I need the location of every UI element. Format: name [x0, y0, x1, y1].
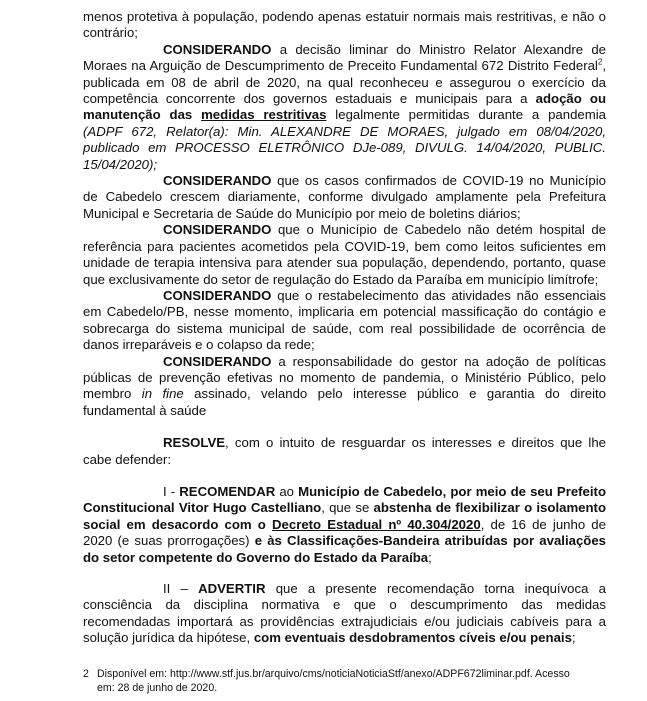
bold-text: Município de Cabedelo, por meio de seu Prefeito Constitucional Vitor Hugo Castelliano — [83, 483, 607, 516]
text-run: I - — [163, 483, 180, 499]
paragraph-item-ii-advertir — [83, 581, 606, 647]
bold-text: RECOMENDAR — [179, 483, 276, 499]
bold-text: com eventuais desdobramentos cíveis e/ou penais — [253, 630, 572, 646]
text-run: assinado, velando pelo interesse público e garantia do direito fundamental à saúde — [83, 386, 606, 418]
bold-text: e às Classificações-Bandeira atribuídas por avaliações do setor competente do Governo do Estado da Paraíba — [83, 533, 606, 565]
paragraph-intro-tail — [83, 9, 606, 42]
text-run: ; — [571, 630, 576, 646]
text-run: a decisão liminar do Ministro Relator Alexandre de Moraes na Arguição de Descumprimento de Preceito Fundamental 672 Distrito Federal — [83, 41, 606, 74]
text-run: legalmente permitidas durante a pandemia — [326, 107, 606, 123]
text-run: menos protetiva à população, podendo apenas estatuir normais mais restritivas, e não o contrário; — [83, 9, 606, 41]
bold-text: CONSIDERANDO — [163, 287, 272, 303]
paragraph-considerando-hospital — [83, 222, 606, 288]
paragraph-considerando-adpf — [83, 42, 606, 173]
paragraph-resolve — [83, 435, 606, 468]
paragraph-considerando-restabelecimento — [83, 288, 606, 354]
paragraph-item-i-recomendar — [83, 484, 606, 566]
footnote-text: Disponível em: http://www.stf.jus.br/arquivo/cms/noticiaNoticiaStf/anexo/ADPF672liminar.pdf. Acesso — [97, 668, 570, 680]
text-run: II – — [163, 581, 199, 596]
bold-text: CONSIDERANDO — [163, 173, 272, 189]
bold-text: CONSIDERANDO — [163, 222, 272, 238]
paragraph-spacer — [83, 468, 606, 484]
paragraph-spacer — [83, 419, 606, 435]
paragraph-considerando-responsabilidade — [83, 354, 606, 420]
bold-text: adoção ou manutenção das — [83, 91, 607, 123]
footnote-line-2: em: 28 de junho de 2020. — [97, 681, 218, 694]
text-run: , que se — [321, 500, 374, 516]
bold-text: CONSIDERANDO — [163, 353, 272, 369]
paragraph-considerando-casos — [83, 173, 606, 222]
italic-text: in fine — [141, 386, 184, 402]
paragraph-spacer — [83, 566, 606, 581]
text-run: , publicada em 08 de abril de 2020, na qual reconheceu e assegurou o exercício da competência concorrente dos governos estaduais e municipais para a — [83, 58, 606, 107]
italic-text: (ADPF 672, Relator(a): Min. ALEXANDRE DE MORAES, julgado em 08/04/2020, publicado em PROCESSO ELETRÔNICO DJe-089, DIVULG. 14/04/2020, PUBLIC. 15/04/2020); — [83, 123, 606, 172]
footnote — [83, 668, 606, 695]
bold-text: RESOLVE — [163, 435, 226, 451]
bold-underlined-text: Decreto Estadual nº 40.304/2020 — [272, 516, 481, 532]
bold-underlined-text: medidas restritivas — [201, 107, 327, 123]
footnote-line-1 — [83, 668, 606, 682]
footnote-reference: 2 — [597, 57, 603, 67]
text-run: , de 16 de junho de 2020 (e suas prorrogações) — [83, 516, 606, 549]
text-run: a responsabilidade do gestor na adoção de políticas públicas de prevenção efetivas no momento de pandemia, o Ministério Público, pelo membro — [83, 353, 606, 402]
text-run: que o Município de Cabedelo não detém hospital de referência para pacientes acometidos pela COVID-19, bem como leitos suficientes em unidade de terapia intensiva para atender sua população, dependendo, portanto, quase que exclusivamente do setor de regulação do Estado da Paraíba em município limítrofe; — [83, 222, 606, 287]
bold-text: CONSIDERANDO — [163, 41, 272, 57]
text-run: que os casos confirmados de COVID-19 no Município de Cabedelo crescem diariamente, conforme divulgado amplamente pela Prefeitura Municipal e Secretaria de Saúde do Município por meio de boletins diários; — [83, 173, 606, 221]
footnote-number: 2 — [83, 668, 89, 680]
text-run: que o restabelecimento das atividades não essenciais em Cabedelo/PB, nesse momento, implicaria em potencial massificação do contágio e sobrecarga do sistema municipal de saúde, com real possibilidade de ocorrência de danos irreparáveis e o colapso da rede; — [83, 287, 606, 353]
text-run: , com o intuito de resguardar os interesses e direitos que lhe cabe defender: — [83, 435, 606, 467]
document-body — [83, 9, 606, 647]
text-run: ao — [275, 483, 299, 499]
text-run: que a presente recomendação torna inequívoca a consciência da disciplina normativa e que o descumprimento das medidas recomendadas importará as providências extrajudiciais e/ou judiciais cabíveis para a solução jurídica da hipótese, — [83, 581, 606, 646]
bold-text: abstenha de flexibilizar o isolamento social em desacordo com o — [83, 500, 607, 532]
text-run: ; — [428, 549, 432, 565]
bold-text: ADVERTIR — [198, 581, 266, 596]
